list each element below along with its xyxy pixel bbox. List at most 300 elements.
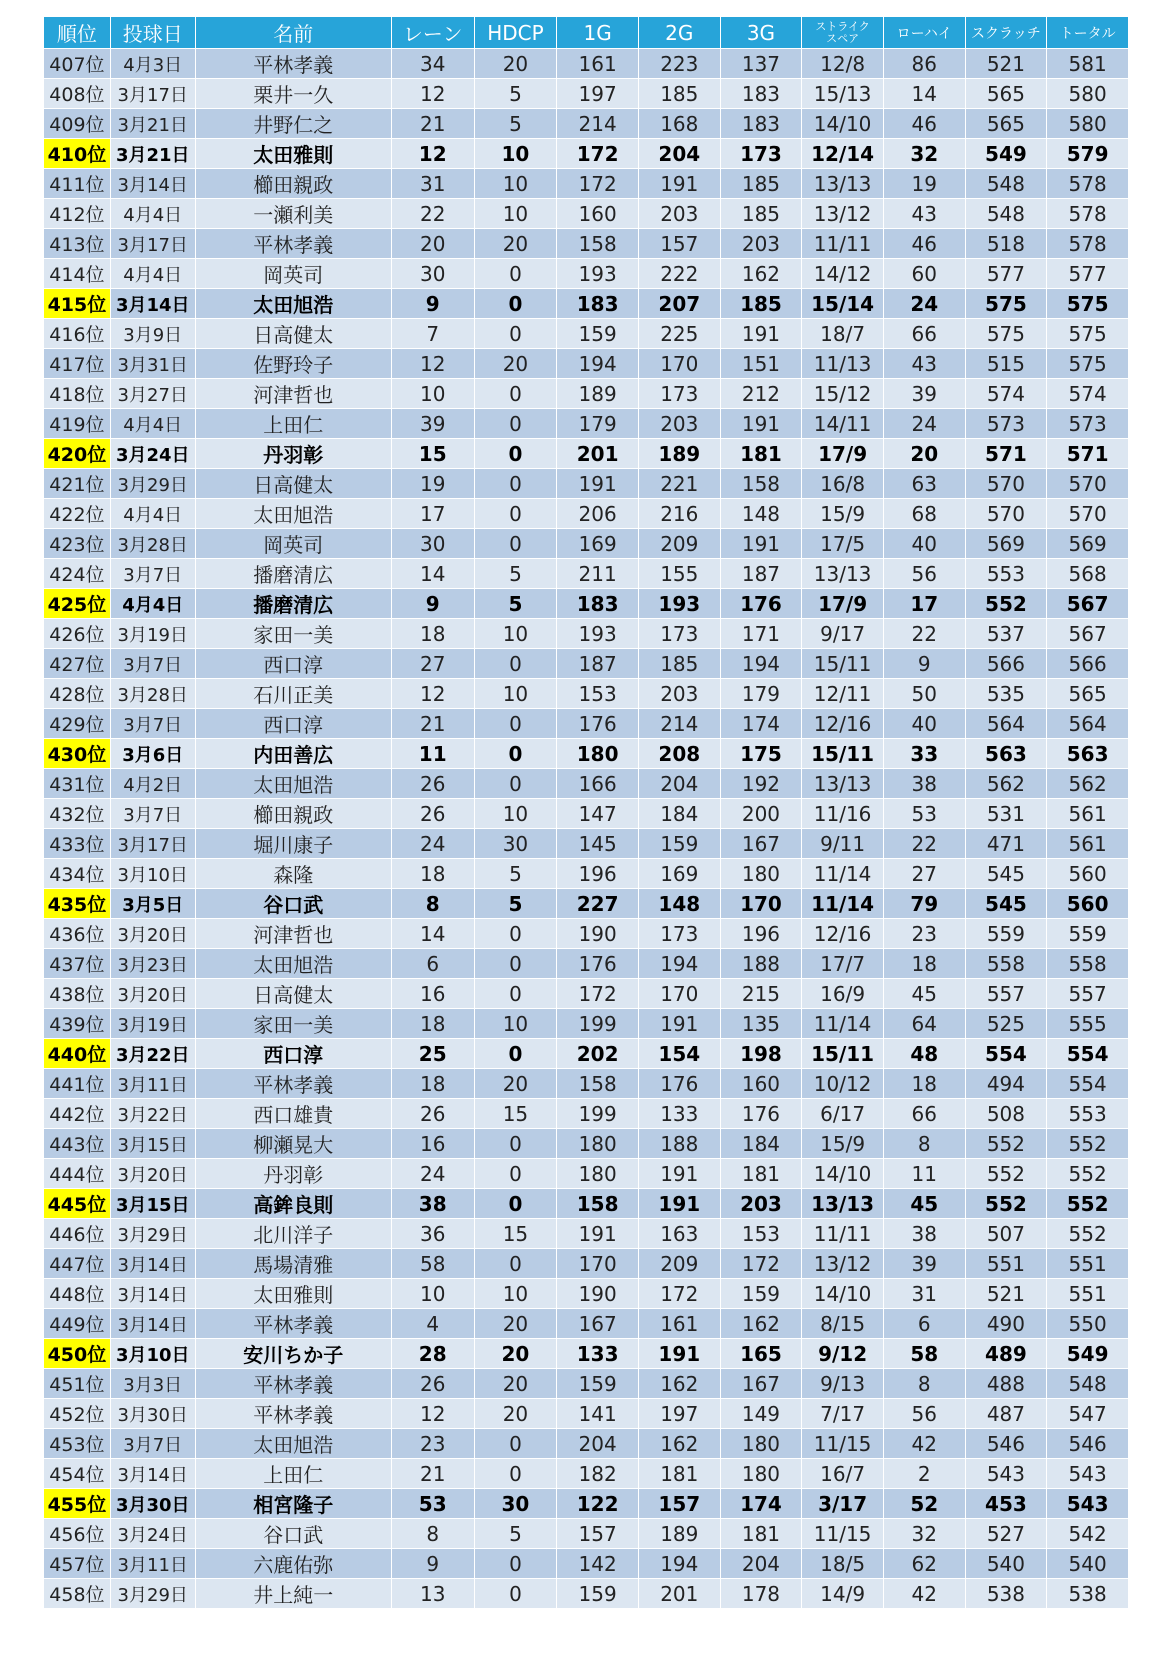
cell-game1: 202 <box>557 1039 639 1069</box>
cell-rank: 413位 <box>44 229 111 259</box>
cell-scratch: 548 <box>965 199 1047 229</box>
cell-hdcp: 20 <box>474 49 557 79</box>
cell-low-high: 48 <box>883 1039 965 1069</box>
cell-low-high: 19 <box>883 169 965 199</box>
cell-low-high: 6 <box>883 1309 965 1339</box>
table-row <box>44 1549 1129 1579</box>
cell-hdcp: 5 <box>474 109 557 139</box>
header-total: トータル <box>1047 17 1129 49</box>
cell-hdcp: 0 <box>474 949 557 979</box>
cell-game2: 214 <box>638 709 720 739</box>
cell-hdcp: 0 <box>474 1429 557 1459</box>
cell-hdcp: 5 <box>474 889 557 919</box>
cell-date: 3月29日 <box>110 1219 195 1249</box>
cell-date: 3月14日 <box>110 169 195 199</box>
cell-lane: 10 <box>391 1279 474 1309</box>
cell-date: 3月11日 <box>110 1069 195 1099</box>
cell-low-high: 86 <box>883 49 965 79</box>
cell-scratch: 490 <box>965 1309 1047 1339</box>
cell-low-high: 52 <box>883 1489 965 1519</box>
cell-game2: 191 <box>638 1189 720 1219</box>
cell-game3: 181 <box>720 1519 802 1549</box>
cell-strike-spare: 16/7 <box>802 1459 884 1489</box>
cell-game1: 199 <box>557 1099 639 1129</box>
cell-date: 3月31日 <box>110 349 195 379</box>
table-row <box>44 79 1129 109</box>
header-strike-spare: ストライク スペア <box>802 17 884 49</box>
cell-game1: 204 <box>557 1429 639 1459</box>
cell-strike-spare: 11/11 <box>802 229 884 259</box>
cell-date: 3月7日 <box>110 559 195 589</box>
cell-game2: 204 <box>638 769 720 799</box>
header-lane: レーン <box>391 17 474 49</box>
cell-name: 平林孝義 <box>195 49 391 79</box>
table-row <box>44 1249 1129 1279</box>
cell-total: 542 <box>1047 1519 1129 1549</box>
cell-game2: 209 <box>638 529 720 559</box>
cell-game1: 211 <box>557 559 639 589</box>
cell-strike-spare: 15/11 <box>802 739 884 769</box>
cell-total: 562 <box>1047 769 1129 799</box>
cell-scratch: 552 <box>965 589 1047 619</box>
cell-game1: 166 <box>557 769 639 799</box>
cell-game1: 183 <box>557 289 639 319</box>
table-row <box>44 1459 1129 1489</box>
cell-total: 580 <box>1047 109 1129 139</box>
cell-game2: 185 <box>638 649 720 679</box>
cell-low-high: 33 <box>883 739 965 769</box>
cell-lane: 22 <box>391 199 474 229</box>
cell-name: 太田雅則 <box>195 139 391 169</box>
cell-strike-spare: 15/9 <box>802 1129 884 1159</box>
cell-low-high: 27 <box>883 859 965 889</box>
cell-lane: 12 <box>391 79 474 109</box>
cell-rank: 428位 <box>44 679 111 709</box>
cell-hdcp: 0 <box>474 469 557 499</box>
cell-date: 3月14日 <box>110 1459 195 1489</box>
cell-total: 565 <box>1047 679 1129 709</box>
cell-date: 3月21日 <box>110 139 195 169</box>
cell-strike-spare: 15/12 <box>802 379 884 409</box>
cell-total: 551 <box>1047 1249 1129 1279</box>
cell-rank: 458位 <box>44 1579 111 1609</box>
cell-scratch: 535 <box>965 679 1047 709</box>
table-row <box>44 1339 1129 1369</box>
cell-rank: 438位 <box>44 979 111 1009</box>
cell-name: 六鹿佑弥 <box>195 1549 391 1579</box>
cell-game1: 160 <box>557 199 639 229</box>
cell-game1: 167 <box>557 1309 639 1339</box>
cell-game1: 206 <box>557 499 639 529</box>
table-row <box>44 799 1129 829</box>
table-row <box>44 289 1129 319</box>
cell-hdcp: 10 <box>474 1279 557 1309</box>
cell-name: 高鉾良則 <box>195 1189 391 1219</box>
table-row <box>44 1189 1129 1219</box>
cell-hdcp: 10 <box>474 169 557 199</box>
cell-date: 3月28日 <box>110 529 195 559</box>
cell-lane: 7 <box>391 319 474 349</box>
cell-name: 太田旭浩 <box>195 1429 391 1459</box>
cell-game1: 169 <box>557 529 639 559</box>
cell-lane: 21 <box>391 1459 474 1489</box>
cell-lane: 20 <box>391 229 474 259</box>
cell-scratch: 548 <box>965 169 1047 199</box>
cell-rank: 437位 <box>44 949 111 979</box>
cell-rank: 446位 <box>44 1219 111 1249</box>
cell-strike-spare: 13/13 <box>802 559 884 589</box>
cell-rank: 416位 <box>44 319 111 349</box>
cell-rank: 452位 <box>44 1399 111 1429</box>
cell-game1: 179 <box>557 409 639 439</box>
cell-lane: 18 <box>391 1009 474 1039</box>
cell-total: 569 <box>1047 529 1129 559</box>
cell-name: 佐野玲子 <box>195 349 391 379</box>
table-body <box>44 49 1129 1609</box>
cell-game2: 176 <box>638 1069 720 1099</box>
cell-date: 4月3日 <box>110 49 195 79</box>
cell-date: 3月11日 <box>110 1549 195 1579</box>
cell-game2: 191 <box>638 1159 720 1189</box>
cell-low-high: 39 <box>883 1249 965 1279</box>
cell-game2: 207 <box>638 289 720 319</box>
cell-scratch: 570 <box>965 499 1047 529</box>
cell-scratch: 573 <box>965 409 1047 439</box>
header-row <box>44 17 1129 49</box>
table-row <box>44 1099 1129 1129</box>
cell-low-high: 43 <box>883 349 965 379</box>
cell-rank: 456位 <box>44 1519 111 1549</box>
cell-date: 3月21日 <box>110 109 195 139</box>
cell-strike-spare: 13/13 <box>802 169 884 199</box>
cell-game2: 216 <box>638 499 720 529</box>
cell-total: 561 <box>1047 829 1129 859</box>
cell-total: 563 <box>1047 739 1129 769</box>
table-row <box>44 109 1129 139</box>
cell-game1: 191 <box>557 469 639 499</box>
cell-lane: 26 <box>391 1099 474 1129</box>
cell-rank: 450位 <box>44 1339 111 1369</box>
cell-strike-spare: 10/12 <box>802 1069 884 1099</box>
cell-strike-spare: 15/13 <box>802 79 884 109</box>
cell-game3: 135 <box>720 1009 802 1039</box>
table-row <box>44 349 1129 379</box>
cell-date: 3月24日 <box>110 439 195 469</box>
cell-name: 森隆 <box>195 859 391 889</box>
cell-date: 3月7日 <box>110 1429 195 1459</box>
cell-hdcp: 10 <box>474 1009 557 1039</box>
cell-game3: 184 <box>720 1129 802 1159</box>
cell-name: 井上純一 <box>195 1579 391 1609</box>
cell-total: 547 <box>1047 1399 1129 1429</box>
cell-game2: 197 <box>638 1399 720 1429</box>
cell-game2: 148 <box>638 889 720 919</box>
cell-game1: 214 <box>557 109 639 139</box>
cell-game1: 194 <box>557 349 639 379</box>
cell-game1: 227 <box>557 889 639 919</box>
cell-game3: 179 <box>720 679 802 709</box>
cell-game1: 158 <box>557 1069 639 1099</box>
cell-game3: 181 <box>720 439 802 469</box>
cell-scratch: 515 <box>965 349 1047 379</box>
cell-scratch: 549 <box>965 139 1047 169</box>
cell-game1: 180 <box>557 1129 639 1159</box>
cell-total: 561 <box>1047 799 1129 829</box>
cell-game1: 176 <box>557 709 639 739</box>
cell-game1: 157 <box>557 1519 639 1549</box>
cell-low-high: 56 <box>883 559 965 589</box>
cell-total: 550 <box>1047 1309 1129 1339</box>
cell-total: 554 <box>1047 1039 1129 1069</box>
cell-strike-spare: 15/11 <box>802 649 884 679</box>
cell-low-high: 31 <box>883 1279 965 1309</box>
cell-strike-spare: 13/12 <box>802 1249 884 1279</box>
cell-lane: 14 <box>391 559 474 589</box>
cell-game3: 191 <box>720 529 802 559</box>
cell-lane: 36 <box>391 1219 474 1249</box>
cell-date: 3月7日 <box>110 649 195 679</box>
cell-scratch: 558 <box>965 949 1047 979</box>
cell-scratch: 471 <box>965 829 1047 859</box>
cell-game3: 188 <box>720 949 802 979</box>
cell-lane: 27 <box>391 649 474 679</box>
cell-hdcp: 5 <box>474 559 557 589</box>
cell-date: 3月5日 <box>110 889 195 919</box>
cell-rank: 417位 <box>44 349 111 379</box>
cell-date: 3月22日 <box>110 1099 195 1129</box>
cell-low-high: 66 <box>883 1099 965 1129</box>
cell-hdcp: 0 <box>474 289 557 319</box>
table-row <box>44 439 1129 469</box>
cell-scratch: 453 <box>965 1489 1047 1519</box>
cell-game3: 181 <box>720 1159 802 1189</box>
cell-low-high: 24 <box>883 409 965 439</box>
cell-strike-spare: 13/13 <box>802 769 884 799</box>
cell-scratch: 521 <box>965 1279 1047 1309</box>
cell-game1: 142 <box>557 1549 639 1579</box>
cell-game3: 200 <box>720 799 802 829</box>
cell-strike-spare: 14/10 <box>802 1279 884 1309</box>
cell-game3: 172 <box>720 1249 802 1279</box>
cell-name: 日高健太 <box>195 319 391 349</box>
cell-strike-spare: 9/12 <box>802 1339 884 1369</box>
cell-rank: 418位 <box>44 379 111 409</box>
table-row <box>44 1429 1129 1459</box>
cell-strike-spare: 17/5 <box>802 529 884 559</box>
cell-strike-spare: 16/8 <box>802 469 884 499</box>
cell-game3: 183 <box>720 109 802 139</box>
cell-game1: 153 <box>557 679 639 709</box>
table-row <box>44 499 1129 529</box>
cell-date: 3月7日 <box>110 709 195 739</box>
cell-lane: 8 <box>391 1519 474 1549</box>
cell-name: 櫛田親政 <box>195 799 391 829</box>
cell-total: 574 <box>1047 379 1129 409</box>
cell-lane: 25 <box>391 1039 474 1069</box>
cell-low-high: 62 <box>883 1549 965 1579</box>
cell-low-high: 46 <box>883 229 965 259</box>
cell-scratch: 527 <box>965 1519 1047 1549</box>
cell-name: 太田旭浩 <box>195 289 391 319</box>
cell-game3: 176 <box>720 1099 802 1129</box>
cell-total: 559 <box>1047 919 1129 949</box>
cell-game3: 180 <box>720 859 802 889</box>
cell-total: 558 <box>1047 949 1129 979</box>
cell-rank: 448位 <box>44 1279 111 1309</box>
cell-strike-spare: 7/17 <box>802 1399 884 1429</box>
table-row <box>44 919 1129 949</box>
cell-game2: 133 <box>638 1099 720 1129</box>
cell-total: 557 <box>1047 979 1129 1009</box>
cell-name: 太田雅則 <box>195 1279 391 1309</box>
cell-game2: 169 <box>638 859 720 889</box>
cell-total: 552 <box>1047 1129 1129 1159</box>
cell-rank: 425位 <box>44 589 111 619</box>
cell-rank: 453位 <box>44 1429 111 1459</box>
cell-hdcp: 10 <box>474 619 557 649</box>
cell-date: 3月29日 <box>110 1579 195 1609</box>
cell-strike-spare: 13/12 <box>802 199 884 229</box>
cell-low-high: 39 <box>883 379 965 409</box>
cell-scratch: 538 <box>965 1579 1047 1609</box>
table-row <box>44 1219 1129 1249</box>
cell-game1: 170 <box>557 1249 639 1279</box>
cell-strike-spare: 14/11 <box>802 409 884 439</box>
table-row <box>44 1279 1129 1309</box>
table-row <box>44 829 1129 859</box>
cell-strike-spare: 17/7 <box>802 949 884 979</box>
cell-hdcp: 20 <box>474 1069 557 1099</box>
cell-game2: 191 <box>638 1339 720 1369</box>
cell-low-high: 24 <box>883 289 965 319</box>
cell-rank: 457位 <box>44 1549 111 1579</box>
header-low-high: ローハイ <box>883 17 965 49</box>
cell-hdcp: 10 <box>474 679 557 709</box>
cell-low-high: 66 <box>883 319 965 349</box>
cell-scratch: 551 <box>965 1249 1047 1279</box>
cell-hdcp: 0 <box>474 319 557 349</box>
cell-game2: 203 <box>638 199 720 229</box>
cell-lane: 12 <box>391 139 474 169</box>
cell-total: 543 <box>1047 1459 1129 1489</box>
cell-game3: 194 <box>720 649 802 679</box>
cell-strike-spare: 17/9 <box>802 589 884 619</box>
cell-date: 3月23日 <box>110 949 195 979</box>
cell-scratch: 557 <box>965 979 1047 1009</box>
cell-lane: 9 <box>391 589 474 619</box>
cell-low-high: 8 <box>883 1369 965 1399</box>
cell-low-high: 79 <box>883 889 965 919</box>
cell-strike-spare: 9/13 <box>802 1369 884 1399</box>
cell-strike-spare: 17/9 <box>802 439 884 469</box>
cell-game2: 154 <box>638 1039 720 1069</box>
cell-name: 日高健太 <box>195 469 391 499</box>
cell-low-high: 8 <box>883 1129 965 1159</box>
cell-lane: 24 <box>391 829 474 859</box>
cell-lane: 12 <box>391 349 474 379</box>
table-row <box>44 1579 1129 1609</box>
cell-game1: 180 <box>557 1159 639 1189</box>
cell-game1: 189 <box>557 379 639 409</box>
cell-date: 4月4日 <box>110 259 195 289</box>
cell-hdcp: 0 <box>474 1459 557 1489</box>
cell-strike-spare: 9/11 <box>802 829 884 859</box>
cell-total: 555 <box>1047 1009 1129 1039</box>
cell-game1: 147 <box>557 799 639 829</box>
cell-game3: 180 <box>720 1459 802 1489</box>
cell-game3: 215 <box>720 979 802 1009</box>
cell-lane: 16 <box>391 979 474 1009</box>
cell-lane: 24 <box>391 1159 474 1189</box>
cell-hdcp: 0 <box>474 499 557 529</box>
cell-strike-spare: 12/16 <box>802 709 884 739</box>
cell-low-high: 14 <box>883 79 965 109</box>
cell-game2: 208 <box>638 739 720 769</box>
cell-rank: 455位 <box>44 1489 111 1519</box>
cell-strike-spare: 9/17 <box>802 619 884 649</box>
cell-game1: 191 <box>557 1219 639 1249</box>
cell-name: 上田仁 <box>195 409 391 439</box>
table-row <box>44 979 1129 1009</box>
cell-hdcp: 5 <box>474 79 557 109</box>
cell-rank: 447位 <box>44 1249 111 1279</box>
cell-scratch: 566 <box>965 649 1047 679</box>
cell-rank: 442位 <box>44 1099 111 1129</box>
cell-date: 3月22日 <box>110 1039 195 1069</box>
cell-scratch: 487 <box>965 1399 1047 1429</box>
cell-lane: 12 <box>391 1399 474 1429</box>
cell-total: 575 <box>1047 319 1129 349</box>
cell-lane: 16 <box>391 1129 474 1159</box>
cell-hdcp: 10 <box>474 799 557 829</box>
cell-rank: 409位 <box>44 109 111 139</box>
header-date: 投球日 <box>110 17 195 49</box>
cell-game2: 191 <box>638 169 720 199</box>
cell-low-high: 9 <box>883 649 965 679</box>
cell-total: 538 <box>1047 1579 1129 1609</box>
cell-total: 560 <box>1047 859 1129 889</box>
cell-hdcp: 5 <box>474 589 557 619</box>
table-row <box>44 259 1129 289</box>
cell-game2: 159 <box>638 829 720 859</box>
cell-rank: 454位 <box>44 1459 111 1489</box>
cell-scratch: 507 <box>965 1219 1047 1249</box>
cell-game2: 203 <box>638 409 720 439</box>
cell-game3: 176 <box>720 589 802 619</box>
cell-total: 564 <box>1047 709 1129 739</box>
cell-game2: 204 <box>638 139 720 169</box>
cell-low-high: 63 <box>883 469 965 499</box>
cell-game1: 190 <box>557 919 639 949</box>
cell-game1: 159 <box>557 1579 639 1609</box>
cell-game2: 189 <box>638 1519 720 1549</box>
cell-total: 581 <box>1047 49 1129 79</box>
table-row <box>44 1309 1129 1339</box>
cell-scratch: 540 <box>965 1549 1047 1579</box>
cell-game3: 175 <box>720 739 802 769</box>
table-row <box>44 859 1129 889</box>
cell-strike-spare: 11/14 <box>802 859 884 889</box>
cell-game1: 159 <box>557 319 639 349</box>
cell-game3: 160 <box>720 1069 802 1099</box>
cell-name: 岡英司 <box>195 259 391 289</box>
cell-name: 河津哲也 <box>195 919 391 949</box>
cell-game2: 157 <box>638 1489 720 1519</box>
cell-hdcp: 0 <box>474 1159 557 1189</box>
cell-scratch: 565 <box>965 109 1047 139</box>
cell-scratch: 552 <box>965 1159 1047 1189</box>
cell-lane: 17 <box>391 499 474 529</box>
